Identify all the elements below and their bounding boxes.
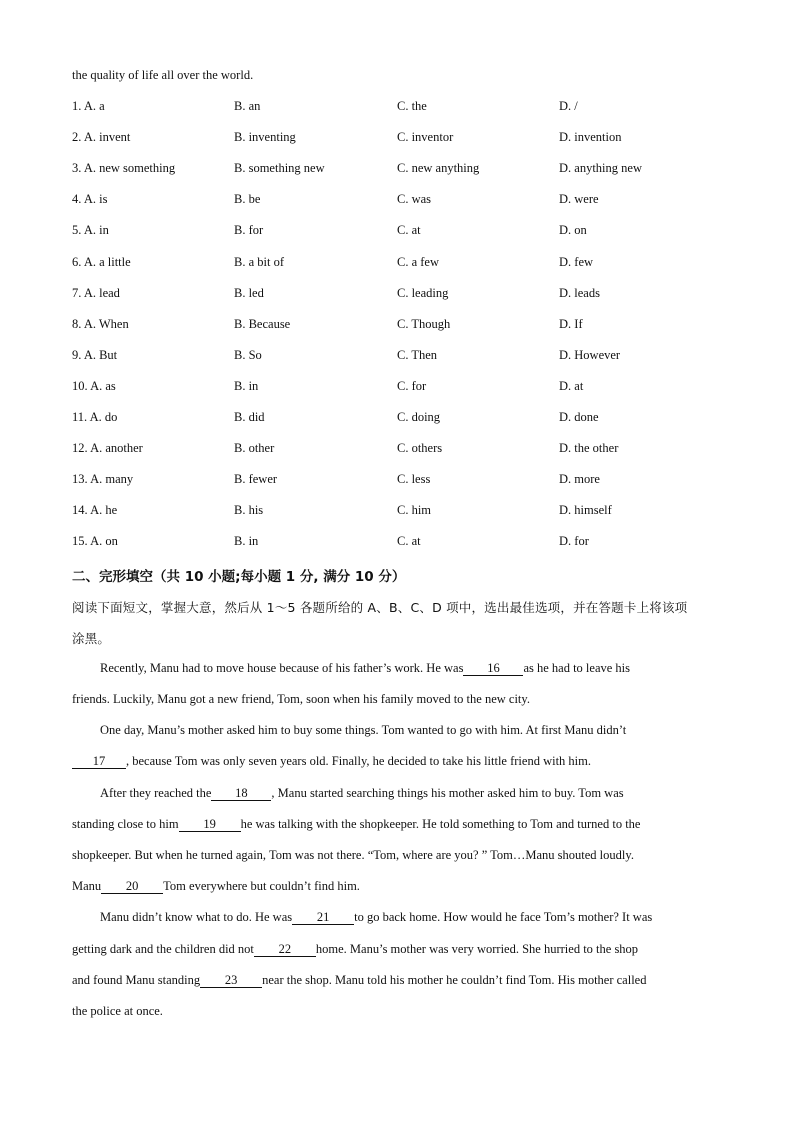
option-text: A. another	[90, 441, 143, 456]
passage-text: shopkeeper. But when he turned again, Tom was not there. “Tom, where are you? ” Tom…Manu shouted loudly.	[72, 848, 634, 862]
blank-23: 23	[200, 973, 262, 988]
option-c	[397, 286, 448, 301]
passage-text: and found Manu standing	[72, 973, 201, 987]
option-b	[234, 255, 284, 270]
option-text: D. However	[559, 347, 621, 362]
option-a	[72, 534, 118, 549]
option-b	[234, 223, 263, 238]
option-d	[559, 317, 583, 332]
option-row	[72, 348, 732, 368]
option-b	[234, 472, 277, 487]
option-b	[234, 192, 260, 207]
option-b	[234, 161, 325, 176]
instruction-line-1: 阅读下面短文，掌握大意，然后从 1～5 各题所给的 A、B、C、D 项中，选出最佳选项，并在答题卡上将该项	[72, 600, 688, 615]
option-text: B. in	[234, 534, 259, 549]
passage-text: he was talking with the shopkeeper. He told something to Tom and turned to the	[240, 817, 641, 831]
option-row	[72, 534, 732, 554]
option-b	[234, 410, 265, 425]
option-d	[559, 534, 589, 549]
option-text: D. more	[559, 472, 600, 487]
option-d	[559, 472, 600, 487]
option-text: B. other	[234, 441, 275, 456]
passage-text: Recently, Manu had to move house because of his father’s work. He was	[100, 661, 464, 675]
option-d	[559, 99, 578, 114]
option-a	[72, 286, 120, 301]
option-text: C. at	[397, 534, 421, 549]
option-c	[397, 534, 421, 549]
option-text: B. led	[234, 285, 264, 300]
option-text: A. is	[83, 192, 108, 207]
question-number: 6.	[72, 254, 82, 269]
passage-line	[72, 848, 634, 863]
option-text: C. others	[397, 441, 443, 456]
option-text: A. in	[83, 223, 109, 238]
option-b	[234, 503, 263, 518]
option-text: D. the other	[559, 441, 619, 456]
option-d	[559, 130, 622, 145]
option-d	[559, 379, 583, 394]
question-number: 3.	[72, 161, 82, 176]
option-row	[72, 130, 732, 150]
option-text: B. So	[234, 347, 262, 362]
option-c	[397, 130, 453, 145]
option-row	[72, 255, 732, 275]
option-d	[559, 348, 620, 363]
question-number: 11.	[72, 410, 88, 424]
passage-line	[72, 1004, 163, 1019]
option-row	[72, 223, 732, 243]
passage-text: near the shop. Manu told his mother he couldn’t find Tom. His mother called	[262, 973, 647, 987]
passage-line	[72, 817, 640, 832]
option-text: D. If	[559, 316, 583, 331]
blank-17: 17	[72, 754, 126, 769]
option-text: C. inventor	[397, 130, 454, 145]
option-row	[72, 99, 732, 119]
option-text: A. lead	[83, 285, 120, 300]
option-row	[72, 379, 732, 399]
option-row	[72, 286, 732, 306]
option-c	[397, 441, 442, 456]
option-a	[72, 348, 117, 363]
option-text: D. himself	[559, 503, 612, 518]
passage-text: home. Manu’s mother was very worried. She hurried to the shop	[315, 942, 639, 956]
option-a	[72, 472, 133, 487]
option-a	[72, 441, 143, 456]
option-b	[234, 130, 296, 145]
option-text: A. a little	[83, 254, 131, 269]
option-text: C. was	[397, 192, 432, 207]
option-d	[559, 223, 587, 238]
option-text: B. an	[234, 99, 261, 113]
option-c	[397, 192, 431, 207]
passage-text: Manu	[72, 879, 102, 893]
blank-22: 22	[254, 942, 316, 957]
section-heading: 二、完形填空（共 10 小题;每小题 1 分, 满分 10 分）	[72, 569, 406, 585]
option-text: A. new something	[83, 161, 176, 176]
option-row	[72, 410, 732, 430]
option-text: D. invention	[559, 130, 622, 145]
option-text: C. the	[397, 99, 427, 113]
option-text: C. less	[397, 472, 431, 487]
option-text: D. at	[559, 378, 584, 393]
passage-text: standing close to him	[72, 817, 179, 831]
question-number: 2.	[72, 130, 82, 145]
option-a	[72, 410, 117, 425]
passage-line	[72, 879, 360, 894]
passage-line	[100, 723, 626, 738]
passage-text: After they reached the	[100, 786, 212, 800]
option-a	[72, 161, 175, 176]
blank-20: 20	[101, 879, 163, 894]
option-text: D. on	[559, 223, 587, 238]
option-a	[72, 255, 131, 270]
option-row	[72, 192, 732, 212]
blank-21: 21	[292, 910, 354, 925]
option-row	[72, 161, 732, 181]
passage-text: Manu didn’t know what to do. He was	[100, 910, 293, 924]
option-a	[72, 503, 117, 518]
option-b	[234, 441, 274, 456]
option-text: D. anything new	[559, 161, 642, 176]
option-text: D. for	[559, 534, 589, 549]
option-c	[397, 317, 450, 332]
option-d	[559, 503, 612, 518]
option-text: A. invent	[83, 130, 131, 145]
option-b	[234, 286, 264, 301]
option-text: B. something new	[234, 161, 325, 176]
question-number: 14.	[72, 503, 88, 518]
passage-text: to go back home. How would he face Tom’s mother? It was	[354, 910, 653, 924]
option-text: D. leads	[559, 285, 600, 300]
option-text: A. he	[90, 503, 118, 518]
option-text: B. be	[234, 192, 261, 207]
passage-line	[100, 910, 652, 925]
option-b	[234, 99, 260, 114]
option-row	[72, 472, 732, 492]
option-text: B. Because	[234, 316, 291, 331]
option-c	[397, 223, 421, 238]
passage-text: Tom everywhere but couldn’t find him.	[163, 879, 360, 893]
option-a	[72, 223, 109, 238]
option-text: B. in	[234, 378, 259, 393]
option-text: A. on	[90, 534, 118, 549]
option-text: C. doing	[397, 410, 441, 424]
passage-text: One day, Manu’s mother asked him to buy some things. Tom wanted to go with him. At first Manu didn’t	[100, 723, 627, 737]
blank-19: 19	[179, 817, 241, 832]
option-c	[397, 99, 427, 114]
option-a	[72, 379, 116, 394]
option-d	[559, 192, 599, 207]
passage-text: as he had to leave his	[523, 661, 631, 675]
option-text: C. for	[397, 378, 427, 393]
blank-18: 18	[211, 786, 271, 801]
option-a	[72, 99, 105, 114]
option-c	[397, 472, 430, 487]
passage-text: , Manu started searching things his mother asked him to buy. Tom was	[271, 786, 624, 800]
option-text: A. a	[83, 99, 105, 113]
option-text: A. many	[90, 472, 134, 487]
option-a	[72, 130, 130, 145]
option-text: D. few	[559, 254, 594, 269]
option-text: C. him	[397, 503, 432, 518]
option-c	[397, 255, 439, 270]
passage-line	[100, 661, 630, 676]
question-number: 12.	[72, 441, 88, 456]
option-text: B. his	[234, 503, 264, 518]
question-number: 5.	[72, 223, 82, 238]
option-b	[234, 379, 258, 394]
option-d	[559, 161, 642, 176]
option-b	[234, 348, 262, 363]
option-text: A. But	[83, 347, 118, 362]
option-row	[72, 503, 732, 523]
passage-line	[72, 692, 530, 707]
question-number: 13.	[72, 472, 88, 487]
option-b	[234, 534, 258, 549]
option-text: C. at	[397, 223, 421, 238]
passage-text: friends. Luckily, Manu got a new friend, Tom, soon when his family moved to the new city.	[72, 692, 530, 706]
option-text: B. a bit of	[234, 254, 284, 269]
intro-tail: the quality of life all over the world.	[72, 68, 254, 82]
option-c	[397, 503, 431, 518]
passage-line	[72, 754, 591, 769]
option-text: B. did	[234, 410, 265, 424]
option-text: C. new anything	[397, 161, 480, 176]
option-b	[234, 317, 290, 332]
passage-text: the police at once.	[72, 1004, 163, 1018]
question-number: 15.	[72, 534, 88, 549]
blank-16: 16	[463, 661, 523, 676]
question-number: 7.	[72, 285, 82, 300]
option-text: C. Then	[397, 347, 438, 362]
passage-line	[72, 942, 638, 957]
option-text: D. done	[559, 410, 599, 424]
option-text: A. as	[90, 378, 116, 393]
option-text: B. for	[234, 223, 264, 238]
question-number: 1.	[72, 99, 82, 113]
question-number: 4.	[72, 192, 82, 207]
option-text: A. do	[89, 410, 118, 424]
option-text: B. inventing	[234, 130, 296, 145]
instruction-line-2: 涂黑。	[72, 631, 111, 646]
option-row	[72, 317, 732, 337]
question-number: 9.	[72, 347, 82, 362]
option-d	[559, 255, 593, 270]
option-row	[72, 441, 732, 461]
question-number: 10.	[72, 378, 88, 393]
option-a	[72, 192, 107, 207]
option-text: C. leading	[397, 285, 449, 300]
option-text: D. /	[559, 99, 578, 113]
option-c	[397, 410, 440, 425]
option-text: A. When	[83, 316, 129, 331]
option-c	[397, 161, 479, 176]
option-text: C. a few	[397, 254, 439, 269]
passage-line	[100, 786, 624, 801]
passage-line	[72, 973, 646, 988]
option-c	[397, 379, 426, 394]
question-number: 8.	[72, 316, 82, 331]
option-a	[72, 317, 129, 332]
passage-text: getting dark and the children did not	[72, 942, 254, 956]
option-c	[397, 348, 437, 363]
passage-text: , because Tom was only seven years old. Finally, he decided to take his little friend with him.	[126, 754, 591, 768]
option-text: C. Though	[397, 316, 451, 331]
option-d	[559, 286, 600, 301]
option-d	[559, 410, 599, 425]
option-text: D. were	[559, 192, 599, 207]
option-text: B. fewer	[234, 472, 278, 487]
option-d	[559, 441, 618, 456]
